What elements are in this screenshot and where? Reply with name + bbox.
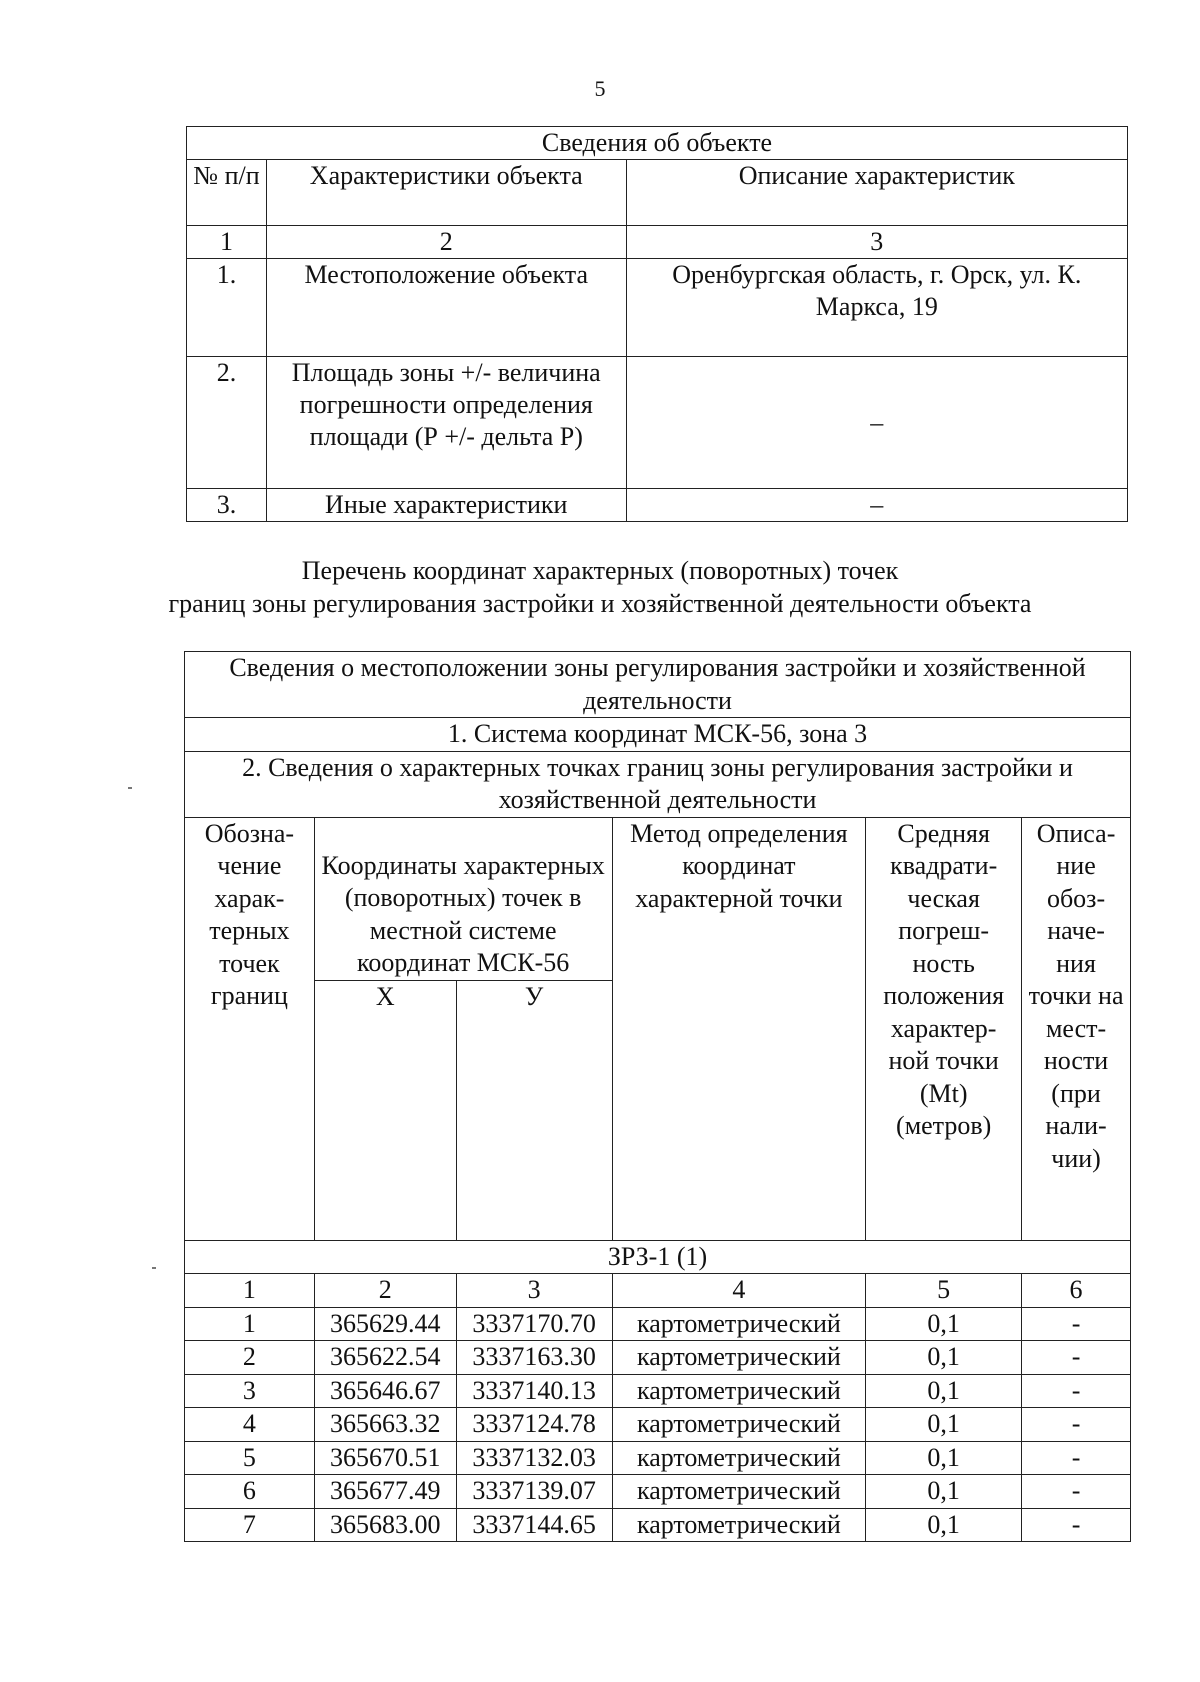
zone-label: ЗРЗ-1 (1) [185, 1240, 1131, 1274]
point-error: 0,1 [866, 1374, 1022, 1408]
point-description: - [1022, 1441, 1131, 1475]
points-section-title: 2. Сведения о характерных точках границ зоны регулирования застройки и хозяйственной деятельности [185, 751, 1131, 817]
object-info-table [186, 126, 1128, 522]
col-number: 1 [185, 1274, 315, 1308]
point-y: 3337139.07 [456, 1475, 612, 1509]
row-characteristic: Иные характеристики [266, 489, 626, 522]
point-y: 3337140.13 [456, 1374, 612, 1408]
point-description: - [1022, 1508, 1131, 1542]
header-description: Описание характеристик [626, 160, 1127, 226]
table-row [185, 1341, 1131, 1375]
row-description: – [626, 489, 1127, 522]
point-description: - [1022, 1341, 1131, 1375]
point-method: картометрический [612, 1341, 866, 1375]
scan-mark [128, 787, 132, 789]
coordinates-heading-line1: Перечень координат характерных (поворотных) точек [301, 556, 899, 585]
point-number: 2 [185, 1341, 315, 1375]
header-method: Метод определения координат характерной точки [612, 817, 866, 1240]
row-num: 2. [187, 357, 267, 489]
point-x: 365629.44 [314, 1307, 456, 1341]
col-number: 1 [187, 226, 267, 259]
coordinates-title: Сведения о местоположении зоны регулирования застройки и хозяйственной деятельности [185, 652, 1131, 718]
object-info-title: Сведения об объекте [187, 127, 1128, 160]
point-number: 3 [185, 1374, 315, 1408]
header-error: Средняя квадрати-ческая погреш-ность положения характер-ной точки (Mt) (метров) [866, 817, 1022, 1240]
col-number: 2 [314, 1274, 456, 1308]
point-number: 4 [185, 1408, 315, 1442]
row-description: – [626, 357, 1127, 489]
col-number: 6 [1022, 1274, 1131, 1308]
point-y: 3337124.78 [456, 1408, 612, 1442]
point-y: 3337144.65 [456, 1508, 612, 1542]
point-method: картометрический [612, 1408, 866, 1442]
table-row [185, 1307, 1131, 1341]
table-row [185, 1441, 1131, 1475]
table-row [185, 1508, 1131, 1542]
point-description: - [1022, 1374, 1131, 1408]
point-description: - [1022, 1408, 1131, 1442]
point-number: 5 [185, 1441, 315, 1475]
row-description: Оренбургская область, г. Орск, ул. К. Маркса, 19 [626, 259, 1127, 357]
row-characteristic: Местоположение объекта [266, 259, 626, 357]
point-method: картометрический [612, 1475, 866, 1509]
point-error: 0,1 [866, 1475, 1022, 1509]
col-number: 4 [612, 1274, 866, 1308]
header-y: У [456, 980, 612, 1240]
coordinates-heading-line2: границ зоны регулирования застройки и хозяйственной деятельности объекта [168, 589, 1032, 618]
header-num: № п/п [187, 160, 267, 226]
coordinate-system: 1. Система координат МСК-56, зона 3 [185, 718, 1131, 752]
col-number: 2 [266, 226, 626, 259]
point-description: - [1022, 1307, 1131, 1341]
point-method: картометрический [612, 1508, 866, 1542]
point-y: 3337163.30 [456, 1341, 612, 1375]
point-y: 3337132.03 [456, 1441, 612, 1475]
point-number: 7 [185, 1508, 315, 1542]
page-number: 5 [594, 76, 606, 101]
col-number: 3 [626, 226, 1127, 259]
point-error: 0,1 [866, 1341, 1022, 1375]
point-error: 0,1 [866, 1508, 1022, 1542]
point-error: 0,1 [866, 1408, 1022, 1442]
row-characteristic: Площадь зоны +/- величина погрешности определения площади (Р +/- дельта Р) [266, 357, 626, 489]
table-row [185, 1475, 1131, 1509]
point-x: 365622.54 [314, 1341, 456, 1375]
col-number: 3 [456, 1274, 612, 1308]
point-error: 0,1 [866, 1307, 1022, 1341]
point-description: - [1022, 1475, 1131, 1509]
header-designation: Обозна-чение харак-терных точек границ [185, 817, 315, 1240]
col-number: 5 [866, 1274, 1022, 1308]
point-method: картометрический [612, 1374, 866, 1408]
header-x: Х [314, 980, 456, 1240]
point-y: 3337170.70 [456, 1307, 612, 1341]
header-location-description: Описа-ние обоз-наче-ния точки на мест-ности (при нали-чии) [1022, 817, 1131, 1240]
point-x: 365663.32 [314, 1408, 456, 1442]
coordinates-table [184, 651, 1131, 1542]
point-x: 365677.49 [314, 1475, 456, 1509]
point-method: картометрический [612, 1441, 866, 1475]
point-method: картометрический [612, 1307, 866, 1341]
scan-mark [152, 1267, 156, 1269]
row-num: 3. [187, 489, 267, 522]
table-row [185, 1408, 1131, 1442]
header-coordinates: Координаты характерных (поворотных) точек в местной системе координат МСК-56 [314, 817, 612, 980]
point-number: 1 [185, 1307, 315, 1341]
table-row [185, 1374, 1131, 1408]
header-characteristic: Характеристики объекта [266, 160, 626, 226]
point-x: 365670.51 [314, 1441, 456, 1475]
row-num: 1. [187, 259, 267, 357]
point-x: 365646.67 [314, 1374, 456, 1408]
coordinates-heading [0, 554, 1200, 620]
point-number: 6 [185, 1475, 315, 1509]
point-error: 0,1 [866, 1441, 1022, 1475]
point-x: 365683.00 [314, 1508, 456, 1542]
